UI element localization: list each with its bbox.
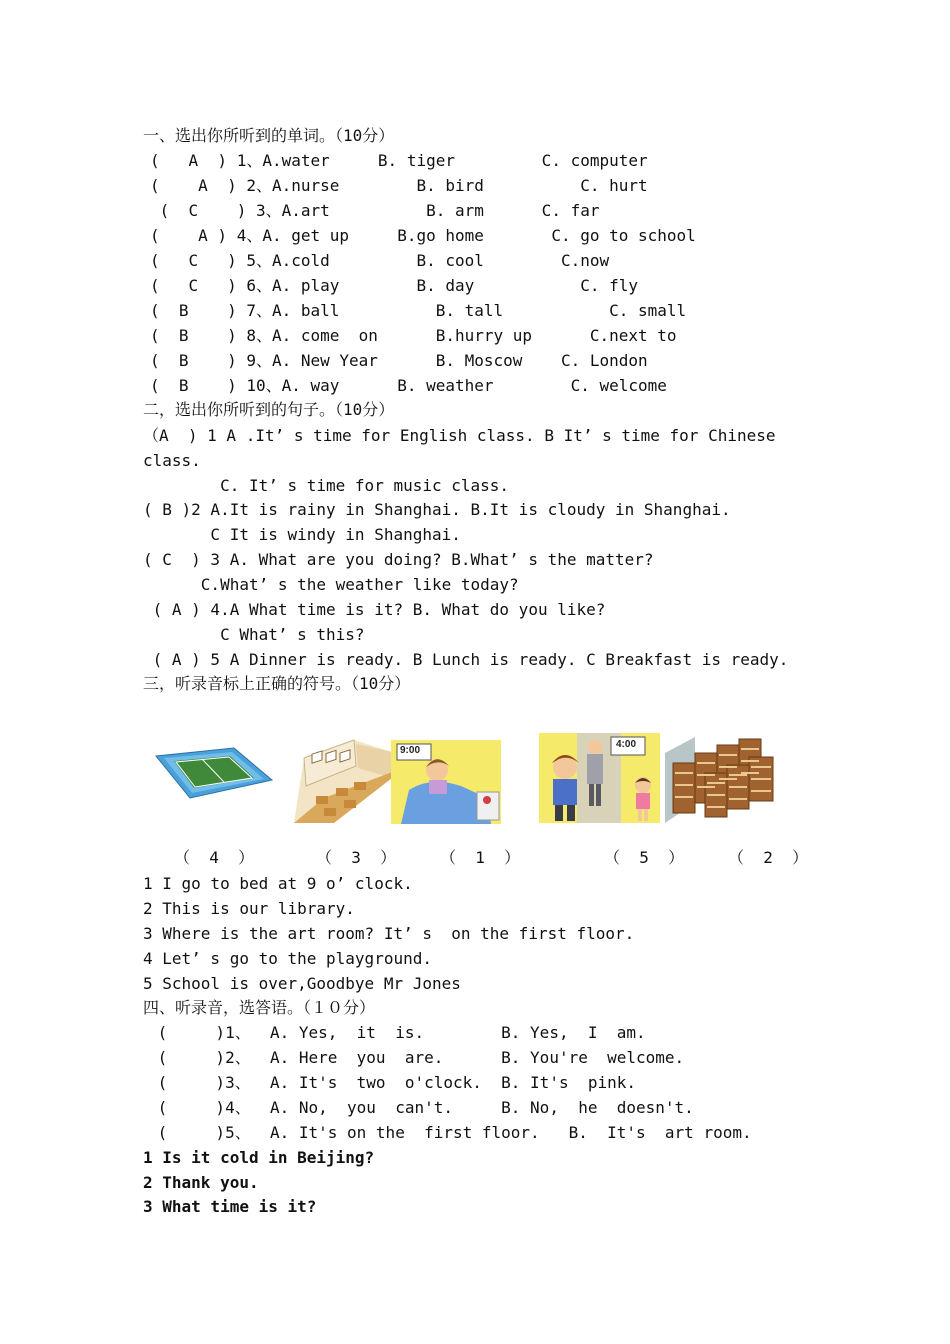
section4-item-1: ( )1、 A. Yes, it is. B. Yes, I am. bbox=[148, 1023, 646, 1042]
playground-image bbox=[146, 742, 274, 802]
section1-item-8: ( B ) 8、A. come on B.hurry up C.next to bbox=[150, 326, 677, 345]
section3-sentence-3: 3 Where is the art room? It’ s on the first floor. bbox=[143, 924, 635, 943]
section2-line-4: ( B )2 A.It is rainy in Shanghai. B.It is cloudy in Shanghai. bbox=[143, 500, 731, 519]
section3-heading: 三，听录音标上正确的符号。（10分） bbox=[143, 674, 411, 693]
section2-line-2: class. bbox=[143, 451, 201, 470]
picture-answer-4: （ 5 ） bbox=[604, 848, 685, 867]
section2-line-3: C. It’ s time for music class. bbox=[143, 476, 510, 495]
section2-line-8: ( A ) 4.A What time is it? B. What do you like? bbox=[143, 600, 606, 619]
section4-item-5: ( )5、 A. It's on the first floor. B. It's art room. bbox=[148, 1123, 752, 1142]
section2-line-1: （A ) 1 A .It’ s time for English class. B It’ s time for Chinese bbox=[143, 426, 776, 445]
picture-answer-3: （ 1 ） bbox=[440, 848, 521, 867]
section2-line-6: ( C ) 3 A. What are you doing? B.What’ s the matter? bbox=[143, 550, 654, 569]
clock-4-label: 4:00 bbox=[616, 739, 637, 750]
section1-item-7: ( B ) 7、A. ball B. tall C. small bbox=[150, 301, 687, 320]
section4-heading: 四、听录音，选答语。（１０分） bbox=[143, 998, 376, 1017]
section2-line-7: C.What’ s the weather like today? bbox=[143, 575, 519, 594]
section4-script-1: 1 Is it cold in Beijing? bbox=[143, 1148, 375, 1167]
section3-sentence-2: 2 This is our library. bbox=[143, 899, 355, 918]
section4-item-2: ( )2、 A. Here you are. B. You're welcome. bbox=[148, 1048, 685, 1067]
section1-item-6: ( C ) 6、A. play B. day C. fly bbox=[150, 276, 639, 295]
bedtime-image bbox=[391, 740, 501, 824]
section2-line-10: ( A ) 5 A Dinner is ready. B Lunch is ready. C Breakfast is ready. bbox=[143, 650, 789, 669]
section2-line-9: C What’ s this? bbox=[143, 625, 365, 644]
section3-sentence-5: 5 School is over,Goodbye Mr Jones bbox=[143, 974, 461, 993]
section4-item-4: ( )4、 A. No, you can't. B. No, he doesn't. bbox=[148, 1098, 694, 1117]
clock-9-label: 9:00 bbox=[400, 745, 421, 756]
picture-answer-5: （ 2 ） bbox=[728, 848, 809, 867]
section1-item-4: ( A ) 4、A. get up B.go home C. go to school bbox=[150, 226, 696, 245]
section1-item-5: ( C ) 5、A.cold B. cool C.now bbox=[150, 251, 610, 270]
section1-item-9: ( B ) 9、A. New Year B. Moscow C. London bbox=[150, 351, 648, 370]
section4-script-2: 2 Thank you. bbox=[143, 1173, 259, 1192]
section1-item-10: ( B ) 10、A. way B. weather C. welcome bbox=[150, 376, 667, 395]
picture-answer-1: （ 4 ） bbox=[174, 848, 255, 867]
art-room-image bbox=[294, 738, 392, 823]
section4-script-3: 3 What time is it? bbox=[143, 1197, 317, 1216]
library-image bbox=[665, 733, 777, 823]
section1-item-1: ( A ) 1、A.water B. tiger C. computer bbox=[150, 151, 648, 170]
section4-item-3: ( )3、 A. It's two o'clock. B. It's pink. bbox=[148, 1073, 637, 1092]
section2-line-5: C It is windy in Shanghai. bbox=[143, 525, 461, 544]
section3-sentence-1: 1 I go to bed at 9 o’ clock. bbox=[143, 874, 413, 893]
section2-heading: 二，选出你所听到的句子。（10分） bbox=[143, 400, 395, 419]
picture-answer-2: （ 3 ） bbox=[316, 848, 397, 867]
section1-item-3: ( C ) 3、A.art B. arm C. far bbox=[150, 201, 600, 220]
section1-item-2: ( A ) 2、A.nurse B. bird C. hurt bbox=[150, 176, 648, 195]
school-over-image bbox=[539, 733, 660, 823]
section3-sentence-4: 4 Let’ s go to the playground. bbox=[143, 949, 432, 968]
section1-heading: 一、选出你所听到的单词。（10分） bbox=[143, 126, 395, 145]
